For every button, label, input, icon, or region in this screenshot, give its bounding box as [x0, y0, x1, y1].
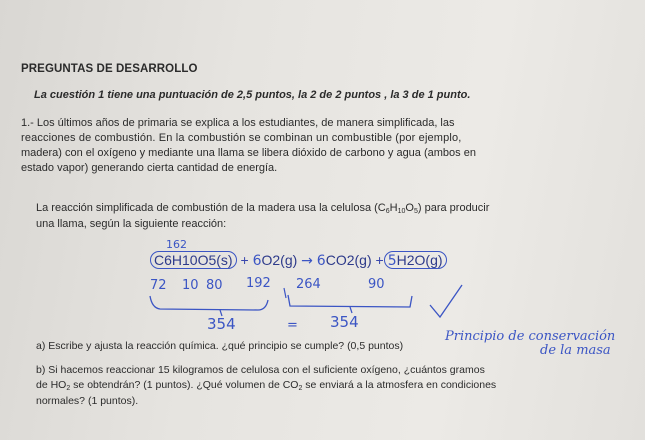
handwritten-note [445, 330, 615, 358]
carbon-dioxide-formula: CO2(g) [325, 252, 372, 268]
water-formula: H2O(g) [396, 252, 443, 268]
question-b-line-1: b) Si hacemos reaccionar 15 kilogramos de celulosa con el suficiente oxígeno, ¿cuántos gramos [36, 364, 485, 376]
scoring-note: La cuestión 1 tiene una puntuación de 2,5 puntos, la 2 de 2 puntos , la 3 de 1 punto. [34, 89, 471, 101]
question-a: a) Escribe y ajusta la reacción química. ¿qué principio se cumple? (0,5 puntos) [36, 340, 404, 352]
section-heading: PREGUNTAS DE DESARROLLO [21, 63, 198, 75]
reaction-intro-line-2: una llama, según la siguiente reacción: [36, 218, 227, 230]
handwritten-mass-c: 72 [150, 278, 167, 293]
handwritten-mass-h: 10 [182, 278, 199, 293]
coefficient-o2: 6 [252, 253, 262, 269]
reaction-intro-line-1: La reacción simplificada de combustión de la madera usa la celulosa $(C_6H_{10}O_5)$ para producir [36, 202, 490, 215]
question-1-line-4: estado vapor) generando cierta cantidad de energía. [21, 162, 278, 174]
question-1-line-1: 1.- Los últimos años de primaria se explica a los estudiantes, de manera simplificada, las [21, 117, 455, 129]
coefficient-co2: 6 [316, 253, 326, 269]
oxygen-formula: O2(g) [261, 252, 298, 268]
check-mark-icon [430, 285, 462, 317]
handwritten-mass-h2o: 90 [368, 277, 385, 292]
question-1-line-2: reacciones de combustión. En la combustión se combinan un combustible (por ejemplo, [21, 132, 462, 144]
handwritten-mass-o: 80 [206, 278, 223, 293]
handwritten-note-line-1: Principio de conservación [445, 329, 616, 344]
handwritten-sum-products: 354 [330, 313, 359, 331]
reaction-arrow: → [301, 253, 313, 269]
coefficient-h2o: 5 [387, 253, 397, 269]
handwritten-equals: = [287, 318, 298, 333]
handwritten-note-line-2: de la masa [540, 343, 611, 358]
question-b-line-3: normales? (1 puntos). [36, 395, 139, 407]
bracket-products [288, 295, 412, 307]
bracket-reactants-tail [220, 310, 222, 316]
cellulose-formula: C6H10O5(s) [150, 251, 237, 269]
plus-sign-2: + [375, 252, 384, 268]
question-1-line-3: madera) con el oxígeno y mediante una llama se libera dióxido de carbono y agua (ambos en [21, 147, 476, 159]
handwritten-molar-mass-cellulose: 162 [166, 238, 187, 251]
plus-sign: + [240, 252, 249, 268]
separator-stroke [284, 288, 286, 298]
bracket-products-tail [350, 307, 352, 313]
handwritten-sum-reactants: 354 [207, 315, 236, 333]
handwritten-mass-co2: 264 [296, 277, 321, 292]
handwritten-mass-o2: 192 [246, 276, 271, 291]
question-b-line-2: de $HO_2$ se obtendrán? (1 puntos). ¿Qué volumen de $CO_2$ se enviará a la atmosfera en condiciones [36, 379, 497, 392]
bracket-reactants [150, 296, 268, 310]
